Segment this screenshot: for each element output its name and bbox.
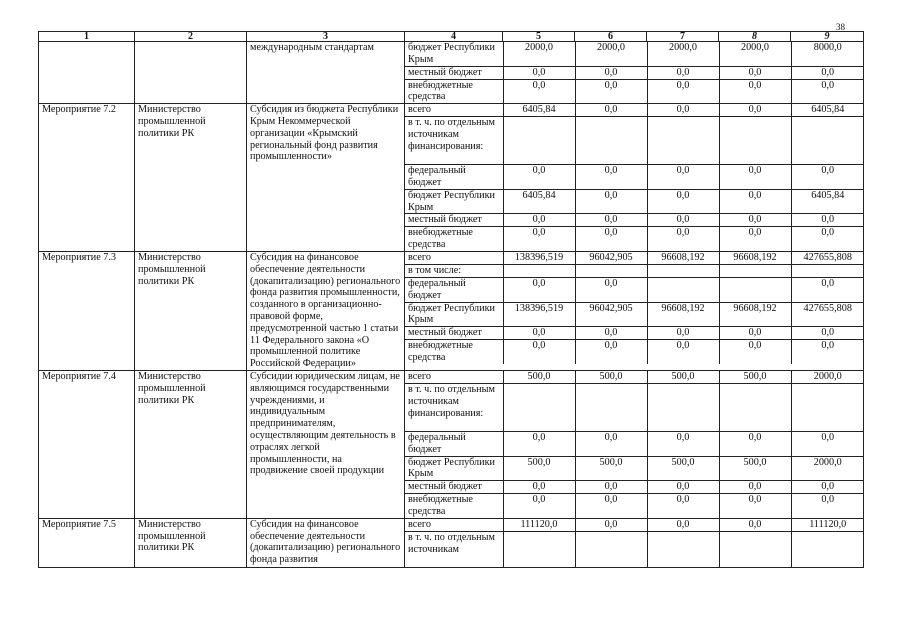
header-cell: 1 bbox=[39, 32, 135, 42]
funding-value: 96608,192 bbox=[719, 302, 791, 327]
funding-value: 500,0 bbox=[647, 456, 719, 481]
funding-value: 0,0 bbox=[575, 79, 647, 103]
financing-row bbox=[405, 79, 864, 103]
funding-value: 0,0 bbox=[575, 494, 647, 518]
funding-value: 0,0 bbox=[503, 481, 575, 494]
funding-value: 6405,84 bbox=[791, 104, 864, 117]
measure-block bbox=[39, 370, 864, 518]
funding-source: всего bbox=[405, 252, 503, 265]
funding-value: 0,0 bbox=[791, 494, 864, 518]
funding-value: 0,0 bbox=[719, 66, 791, 79]
funding-source: внебюджетные средства bbox=[408, 79, 473, 103]
financing-row bbox=[405, 165, 864, 190]
funding-value: 0,0 bbox=[647, 519, 719, 532]
funding-source: местный бюджет bbox=[405, 327, 503, 340]
continuation-block bbox=[39, 42, 864, 104]
funding-value: 0,0 bbox=[791, 277, 864, 302]
funding-value: 0,0 bbox=[575, 227, 647, 251]
funding-value bbox=[719, 264, 791, 277]
funding-value: 500,0 bbox=[647, 371, 719, 384]
funding-value bbox=[647, 383, 719, 431]
funding-value: 0,0 bbox=[503, 327, 575, 340]
financing-cell bbox=[405, 104, 864, 252]
funding-value: 0,0 bbox=[719, 189, 791, 214]
funding-value: 96608,192 bbox=[719, 252, 791, 265]
financing-table bbox=[405, 104, 864, 251]
funding-value: 0,0 bbox=[575, 214, 647, 227]
financing-row bbox=[405, 42, 864, 66]
funding-value: 0,0 bbox=[647, 189, 719, 214]
header-cell: 6 bbox=[575, 32, 647, 42]
funding-value: 0,0 bbox=[719, 227, 791, 251]
funding-value: 500,0 bbox=[719, 371, 791, 384]
funding-source: в т. ч. по отдельным источникам финансирования: bbox=[405, 117, 503, 165]
funding-value: 0,0 bbox=[503, 214, 575, 227]
funding-value bbox=[575, 117, 647, 165]
funding-value: 0,0 bbox=[575, 104, 647, 117]
funding-value: 0,0 bbox=[647, 481, 719, 494]
funding-source: бюджет Республики Крым bbox=[405, 456, 503, 481]
financing-table bbox=[405, 371, 864, 518]
funding-value: 0,0 bbox=[647, 79, 719, 103]
financing-table bbox=[405, 252, 864, 364]
funding-source: в т. ч. по отдельным источникам финансирования: bbox=[405, 383, 503, 431]
funding-value: 2000,0 bbox=[503, 42, 575, 66]
funding-value: 0,0 bbox=[647, 340, 719, 364]
funding-value bbox=[647, 277, 719, 302]
funding-value: 96042,905 bbox=[575, 302, 647, 327]
funding-value bbox=[791, 264, 864, 277]
financing-row bbox=[405, 189, 864, 214]
funding-value: 500,0 bbox=[575, 456, 647, 481]
financing-cell bbox=[405, 42, 864, 104]
funding-source: местный бюджет bbox=[405, 214, 503, 227]
financing-row bbox=[405, 264, 864, 277]
measure-name: Мероприятие 7.2 bbox=[39, 104, 135, 252]
funding-value: 0,0 bbox=[503, 431, 575, 456]
executor: Министерство промышленной политики РК bbox=[135, 104, 247, 252]
funding-value: 0,0 bbox=[647, 165, 719, 190]
funding-value: 0,0 bbox=[719, 165, 791, 190]
funding-value: 0,0 bbox=[791, 340, 864, 364]
funding-value: 2000,0 bbox=[719, 42, 791, 66]
financing-table bbox=[405, 42, 864, 103]
financing-row bbox=[405, 519, 864, 532]
funding-source: внебюджетные средства bbox=[408, 227, 473, 251]
funding-value: 8000,0 bbox=[791, 42, 864, 66]
measure-description: международным стандартам bbox=[247, 42, 405, 104]
measure-name: Мероприятие 7.4 bbox=[39, 370, 135, 518]
funding-value: 2000,0 bbox=[647, 42, 719, 66]
funding-source: бюджет Республики Крым bbox=[405, 189, 503, 214]
funding-value bbox=[647, 117, 719, 165]
funding-value: 0,0 bbox=[503, 165, 575, 190]
funding-value bbox=[503, 264, 575, 277]
funding-value: 111120,0 bbox=[791, 519, 864, 532]
measure-block bbox=[39, 518, 864, 567]
funding-source: в т. ч. по отдельным источникам bbox=[408, 531, 495, 555]
funding-value bbox=[791, 383, 864, 431]
financing-row bbox=[405, 494, 864, 518]
funding-value bbox=[647, 264, 719, 277]
funding-value: 0,0 bbox=[575, 519, 647, 532]
funding-value: 2000,0 bbox=[575, 42, 647, 66]
measure-block bbox=[39, 251, 864, 370]
funding-value: 96042,905 bbox=[575, 252, 647, 265]
funding-value: 0,0 bbox=[719, 431, 791, 456]
financing-row bbox=[405, 277, 864, 302]
funding-value: 0,0 bbox=[503, 340, 575, 364]
funding-value bbox=[575, 383, 647, 431]
funding-value: 0,0 bbox=[503, 227, 575, 251]
funding-value: 6405,84 bbox=[503, 189, 575, 214]
financing-cell bbox=[405, 370, 864, 518]
measure-description: Субсидия на финансовое обеспечение деятельности (докапитализацию) регионального фонда развития промышленности, созданного в организационно-правовой форме, предусмотренной частью 1 статьи 11 Федерального закона «О промышленной политике Российской Федерации» bbox=[247, 251, 405, 370]
funding-value: 0,0 bbox=[503, 494, 575, 518]
header-cell: 4 bbox=[405, 32, 503, 42]
measure-name: Мероприятие 7.3 bbox=[39, 251, 135, 370]
funding-value: 0,0 bbox=[719, 79, 791, 103]
funding-value: 0,0 bbox=[575, 66, 647, 79]
header-cell: 9 bbox=[791, 32, 864, 42]
funding-value: 0,0 bbox=[575, 189, 647, 214]
funding-value bbox=[719, 117, 791, 165]
funding-value: 111120,0 bbox=[503, 519, 575, 532]
header-cell: 2 bbox=[135, 32, 247, 42]
funding-value: 0,0 bbox=[647, 227, 719, 251]
funding-source: федеральный бюджет bbox=[405, 431, 503, 456]
funding-value bbox=[647, 531, 719, 567]
funding-value: 500,0 bbox=[503, 456, 575, 481]
funding-value bbox=[719, 383, 791, 431]
funding-value: 0,0 bbox=[719, 340, 791, 364]
funding-value bbox=[791, 531, 864, 567]
financing-row bbox=[405, 327, 864, 340]
header-cell: 8 bbox=[719, 32, 791, 42]
funding-value: 0,0 bbox=[647, 66, 719, 79]
funding-value bbox=[503, 383, 575, 431]
measure-description: Субсидия на финансовое обеспечение деятельности (докапитализацию) регионального фонда развития bbox=[247, 518, 405, 567]
financing-row bbox=[405, 383, 864, 431]
funding-value: 0,0 bbox=[647, 104, 719, 117]
funding-source: в том числе: bbox=[405, 264, 503, 277]
funding-value: 500,0 bbox=[575, 371, 647, 384]
funding-value: 0,0 bbox=[503, 79, 575, 103]
executor: Министерство промышленной политики РК bbox=[135, 518, 247, 567]
funding-source: бюджет Республики Крым bbox=[405, 302, 503, 327]
funding-value bbox=[719, 531, 791, 567]
page-number: 38 bbox=[836, 22, 845, 32]
funding-value: 500,0 bbox=[503, 371, 575, 384]
financing-row bbox=[405, 431, 864, 456]
executor bbox=[135, 42, 247, 104]
funding-value: 0,0 bbox=[791, 327, 864, 340]
funding-value: 2000,0 bbox=[791, 456, 864, 481]
funding-value: 0,0 bbox=[647, 214, 719, 227]
funding-value: 6405,84 bbox=[791, 189, 864, 214]
measure-name bbox=[39, 42, 135, 104]
funding-value: 0,0 bbox=[575, 431, 647, 456]
header-cell: 7 bbox=[647, 32, 719, 42]
funding-value: 0,0 bbox=[719, 214, 791, 227]
funding-value bbox=[503, 531, 575, 567]
funding-source: местный бюджет bbox=[405, 66, 503, 79]
funding-source: местный бюджет bbox=[405, 481, 503, 494]
executor: Министерство промышленной политики РК bbox=[135, 370, 247, 518]
funding-value: 138396,519 bbox=[503, 302, 575, 327]
funding-source: внебюджетные средства bbox=[408, 494, 473, 517]
funding-value bbox=[575, 264, 647, 277]
header-cell: 3 bbox=[247, 32, 405, 42]
funding-value bbox=[791, 117, 864, 165]
executor: Министерство промышленной политики РК bbox=[135, 251, 247, 370]
financing-row bbox=[405, 481, 864, 494]
financing-row bbox=[405, 104, 864, 117]
funding-value: 138396,519 bbox=[503, 252, 575, 265]
funding-value: 0,0 bbox=[503, 66, 575, 79]
financing-row bbox=[405, 371, 864, 384]
financing-cell bbox=[405, 251, 864, 370]
funding-value bbox=[575, 531, 647, 567]
financing-row bbox=[405, 456, 864, 481]
funding-value: 0,0 bbox=[647, 431, 719, 456]
funding-value: 0,0 bbox=[791, 214, 864, 227]
funding-value: 0,0 bbox=[791, 66, 864, 79]
measure-name: Мероприятие 7.5 bbox=[39, 518, 135, 567]
funding-value: 0,0 bbox=[503, 277, 575, 302]
funding-source: всего bbox=[405, 519, 503, 532]
funding-value: 0,0 bbox=[575, 327, 647, 340]
funding-source: внебюджетные средства bbox=[408, 340, 473, 363]
header-cell: 5 bbox=[503, 32, 575, 42]
header-row bbox=[39, 32, 864, 42]
financing-row bbox=[405, 214, 864, 227]
financing-cell bbox=[405, 518, 864, 567]
funding-value bbox=[503, 117, 575, 165]
financing-row bbox=[405, 340, 864, 364]
funding-source: всего bbox=[405, 104, 503, 117]
funding-source: федеральный бюджет bbox=[405, 165, 503, 190]
financing-row bbox=[405, 227, 864, 251]
financing-row bbox=[405, 252, 864, 265]
financing-row bbox=[405, 117, 864, 165]
funding-source: бюджет Республики Крым bbox=[405, 42, 503, 66]
funding-source: всего bbox=[405, 371, 503, 384]
funding-value: 0,0 bbox=[791, 227, 864, 251]
funding-value: 0,0 bbox=[791, 431, 864, 456]
funding-value: 0,0 bbox=[575, 165, 647, 190]
program-table bbox=[38, 31, 864, 568]
measure-description: Субсидия из бюджета Республики Крым Некоммерческой организации «Крымский региональный фонд развития промышленности» bbox=[247, 104, 405, 252]
funding-value: 427655,808 bbox=[791, 302, 864, 327]
funding-value: 0,0 bbox=[575, 481, 647, 494]
funding-value: 0,0 bbox=[575, 340, 647, 364]
funding-value: 0,0 bbox=[791, 79, 864, 103]
funding-value: 0,0 bbox=[719, 519, 791, 532]
financing-row bbox=[405, 302, 864, 327]
funding-value: 0,0 bbox=[719, 104, 791, 117]
measure-block bbox=[39, 104, 864, 252]
funding-value: 6405,84 bbox=[503, 104, 575, 117]
funding-value: 96608,192 bbox=[647, 302, 719, 327]
funding-value: 500,0 bbox=[719, 456, 791, 481]
financing-row bbox=[405, 66, 864, 79]
funding-value: 0,0 bbox=[719, 481, 791, 494]
funding-value: 0,0 bbox=[791, 481, 864, 494]
funding-source: федеральный бюджет bbox=[405, 277, 503, 302]
funding-value: 2000,0 bbox=[791, 371, 864, 384]
funding-value: 0,0 bbox=[575, 277, 647, 302]
funding-value: 96608,192 bbox=[647, 252, 719, 265]
funding-value: 427655,808 bbox=[791, 252, 864, 265]
funding-value: 0,0 bbox=[647, 327, 719, 340]
funding-value bbox=[719, 277, 791, 302]
funding-value: 0,0 bbox=[719, 494, 791, 518]
measure-description: Субсидии юридическим лицам, не являющимся государственными учреждениями, и индивидуальным предпринимателям, осуществляющим деятельность в отраслях легкой промышленности, на продвижение своей продукции bbox=[247, 370, 405, 518]
funding-value: 0,0 bbox=[791, 165, 864, 190]
funding-value: 0,0 bbox=[647, 494, 719, 518]
financing-table bbox=[405, 519, 864, 567]
funding-value: 0,0 bbox=[719, 327, 791, 340]
financing-row bbox=[405, 531, 864, 567]
